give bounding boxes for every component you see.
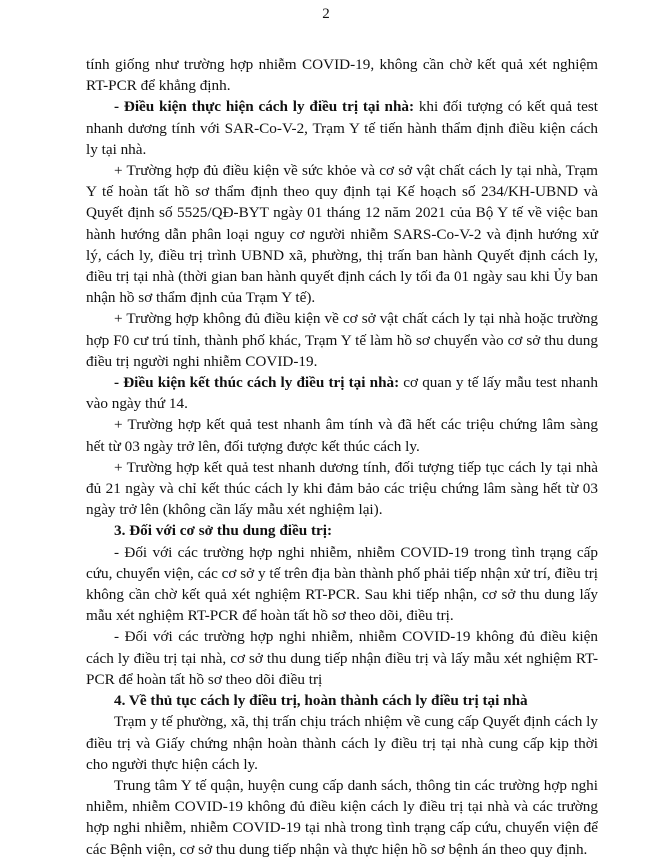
paragraph-health-station-responsibility — [86, 711, 598, 775]
paragraph-text: + Trường hợp không đủ điều kiện về cơ sở vật chất cách ly tại nhà hoặc trường hợp F0 cư trú tỉnh, thành phố khác, Trạm Y tế làm hồ sơ chuyển vào cơ sở thu dung điều trị người nghi nhiễm COVID-19. — [86, 310, 598, 370]
paragraph-lead: - Điều kiện kết thúc cách ly điều trị tại nhà: — [114, 374, 400, 392]
heading-text: 3. Đối với cơ sở thu dung điều trị: — [114, 522, 333, 540]
paragraph-text: Trung tâm Y tế quận, huyện cung cấp danh sách, thông tin các trường hợp nghi nhiễm, nhiễm COVID-19 không đủ điều kiện cách ly điều trị tại nhà và các trường hợp nghi nhiễm, nhiễm COVID-19 tại nhà trong tình trạng cấp cứu, chuyển viện để các Bệnh viện, cơ sở thu dung tiếp nhận và thực hiện hồ sơ bệnh án theo quy định. — [86, 776, 598, 858]
paragraph-text: + Trường hợp kết quả test nhanh âm tính và đã hết các triệu chứng lâm sàng hết từ 03 ngày trở lên, đối tượng được kết thúc cách ly. — [86, 416, 598, 455]
paragraph-end-isolation-conditions — [86, 372, 598, 414]
paragraph-text: - Đối với các trường hợp nghi nhiễm, nhiễm COVID-19 không đủ điều kiện cách ly điều trị tại nhà, cơ sở thu dung tiếp nhận điều trị và lấy mẫu xét nghiệm RT-PCR để hoàn tất hồ sơ theo dõi điều trị — [86, 628, 598, 688]
section-heading-4 — [86, 690, 598, 711]
heading-text: 4. Về thủ tục cách ly điều trị, hoàn thành cách ly điều trị tại nhà — [114, 692, 528, 710]
document-body — [86, 54, 598, 860]
paragraph-text: + Trường hợp đủ điều kiện về sức khỏe và cơ sở vật chất cách ly tại nhà, Trạm Y tế hoàn tất hồ sơ thẩm định theo quy định tại Kế hoạch số 234/KH-UBND và Quyết định số 5525/QĐ-BYT ngày 01 tháng 12 năm 2021 của Bộ Y tế về việc ban hành hướng dẫn phân loại nguy cơ người nhiễm SARS-Co-V-2 và định hướng xử lý, cách ly, điều trị trình UBND xã, phường, thị trấn ban hành Quyết định cách ly, điều trị tại nhà (thời gian ban hành quyết định cách ly tối đa 01 ngày sau khi Ủy ban nhận hồ sơ thẩm định của Trạm Y tế). — [86, 162, 598, 307]
paragraph-negative-result — [86, 414, 598, 456]
paragraph-text: cơ quan y tế lấy mẫu test nhanh vào ngày thứ 14. — [86, 374, 598, 413]
section-heading-3 — [86, 520, 598, 541]
paragraph-emergency-cases — [86, 542, 598, 627]
paragraph-text: Trạm y tế phường, xã, thị trấn chịu trách nhiệm về cung cấp Quyết định cách ly điều trị và Giấy chứng nhận hoàn thành cách ly điều trị tại nhà cung cấp kịp thời cho người thực hiện cách ly. — [86, 713, 598, 773]
paragraph-home-isolation-conditions — [86, 96, 598, 160]
paragraph-positive-result — [86, 457, 598, 521]
paragraph-text: khi đối tượng có kết quả test nhanh dương tính với SAR-Co-V-2, Trạm Y tế tiến hành thẩm định điều kiện cách ly tại nhà. — [86, 98, 598, 158]
paragraph-not-eligible-home — [86, 626, 598, 690]
paragraph-1 — [86, 54, 598, 96]
paragraph-text: + Trường hợp kết quả test nhanh dương tính, đối tượng tiếp tục cách ly tại nhà đủ 21 ngày và chỉ kết thúc cách ly khi đảm bảo các triệu chứng lâm sàng hết từ 03 ngày trở lên (không cần lấy mẫu xét nghiệm lại). — [86, 458, 598, 519]
paragraph-text: - Đối với các trường hợp nghi nhiễm, nhiễm COVID-19 trong tình trạng cấp cứu, chuyển viện, các cơ sở y tế trên địa bàn thành phố phải tiếp nhận xử trí, điều trị không cần chờ kết quả xét nghiệm RT-PCR. Sau khi tiếp nhận, cơ sở thu dung lấy mẫu xét nghiệm RT-PCR để hoàn tất hồ sơ theo dõi, điều trị. — [86, 543, 598, 625]
page-number: 2 — [322, 6, 330, 22]
paragraph-text: tính giống như trường hợp nhiễm COVID-19, không cần chờ kết quả xét nghiệm RT-PCR để khẳng định. — [86, 56, 598, 95]
paragraph-lead: - Điều kiện thực hiện cách ly điều trị tại nhà: — [114, 98, 415, 116]
paragraph-ineligible-case — [86, 308, 598, 372]
paragraph-eligible-case — [86, 160, 598, 308]
paragraph-district-center — [86, 775, 598, 860]
